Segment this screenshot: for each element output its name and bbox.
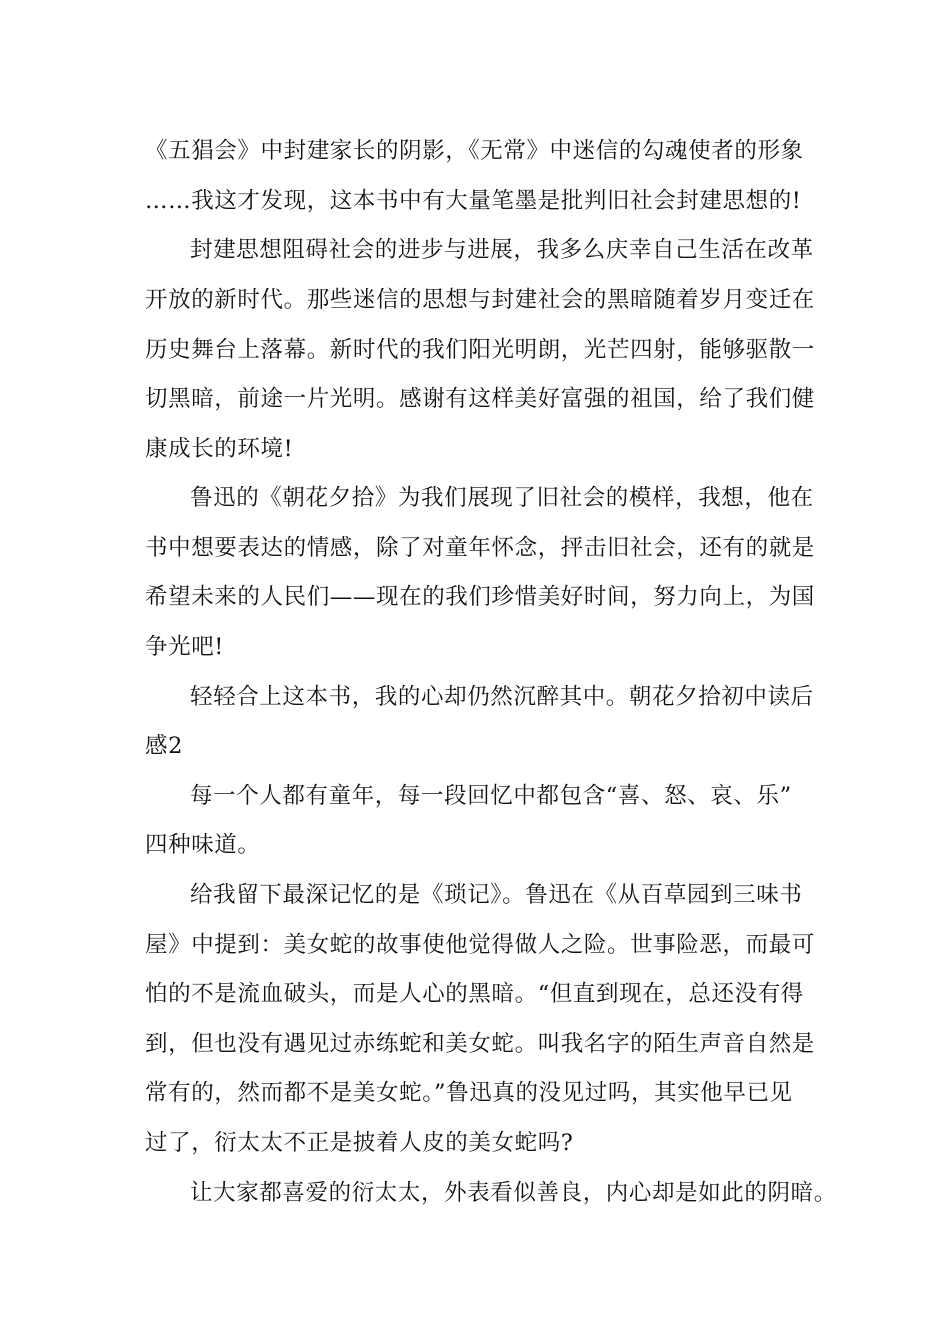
text-line: 书中想要表达的情感，除了对童年怀念，抨击旧社会，还有的就是 bbox=[145, 535, 815, 561]
paragraph-first-line: 轻轻合上这本书，我的心却仍然沉醉其中。朝花夕拾初中读后 bbox=[190, 684, 814, 710]
text-line: 屋》中提到：美女蛇的故事使他觉得做人之险。世事险恶，而最可 bbox=[145, 932, 815, 958]
text-line: 怕的不是流血破头，而是人心的黑暗。“但直到现在，总还没有得 bbox=[145, 981, 804, 1007]
text-line: 到，但也没有遇见过赤练蛇和美女蛇。叫我名字的陌生声音自然是 bbox=[145, 1031, 815, 1057]
paragraph-first-line: 每一个人都有童年，每一段回忆中都包含“喜、怒、哀、乐” bbox=[190, 783, 792, 809]
text-line: 常有的，然而都不是美女蛇。”鲁迅真的没见过吗，其实他早已见 bbox=[145, 1080, 793, 1106]
paragraph-first-line: 给我留下最深记忆的是《琐记》。鲁迅在《从百草园到三味书 bbox=[190, 882, 803, 908]
text-line: 四种味道。 bbox=[145, 832, 261, 858]
text-line: 切黑暗，前途一片光明。感谢有这样美好富强的祖国，给了我们健 bbox=[145, 386, 815, 412]
text-line: ……我这才发现，这本书中有大量笔墨是批判旧社会封建思想的! bbox=[145, 188, 802, 214]
text-line: 希望未来的人民们——现在的我们珍惜美好时间，努力向上，为国 bbox=[145, 584, 815, 610]
text-line: 开放的新时代。那些迷信的思想与封建社会的黑暗随着岁月变迁在 bbox=[145, 287, 815, 313]
text-line: 康成长的环境! bbox=[145, 436, 294, 462]
paragraph-first-line: 鲁迅的《朝花夕拾》为我们展现了旧社会的模样，我想，他在 bbox=[190, 485, 814, 511]
paragraph-first-line: 让大家都喜爱的衍太太，外表看似善良，内心却是如此的阴暗。 bbox=[190, 1180, 837, 1206]
text-line: 历史舞台上落幕。新时代的我们阳光明朗，光芒四射，能够驱散一 bbox=[145, 337, 815, 363]
text-line: 感2 bbox=[145, 733, 184, 759]
text-line: 过了，衍太太不正是披着人皮的美女蛇吗? bbox=[145, 1130, 574, 1156]
text-line: 《五猖会》中封建家长的阴影，《无常》中迷信的勾魂使者的形象 bbox=[145, 138, 804, 164]
paragraph-first-line: 封建思想阻碍社会的进步与进展，我多么庆幸自己生活在改革 bbox=[190, 237, 814, 263]
text-line: 争光吧! bbox=[145, 634, 224, 660]
